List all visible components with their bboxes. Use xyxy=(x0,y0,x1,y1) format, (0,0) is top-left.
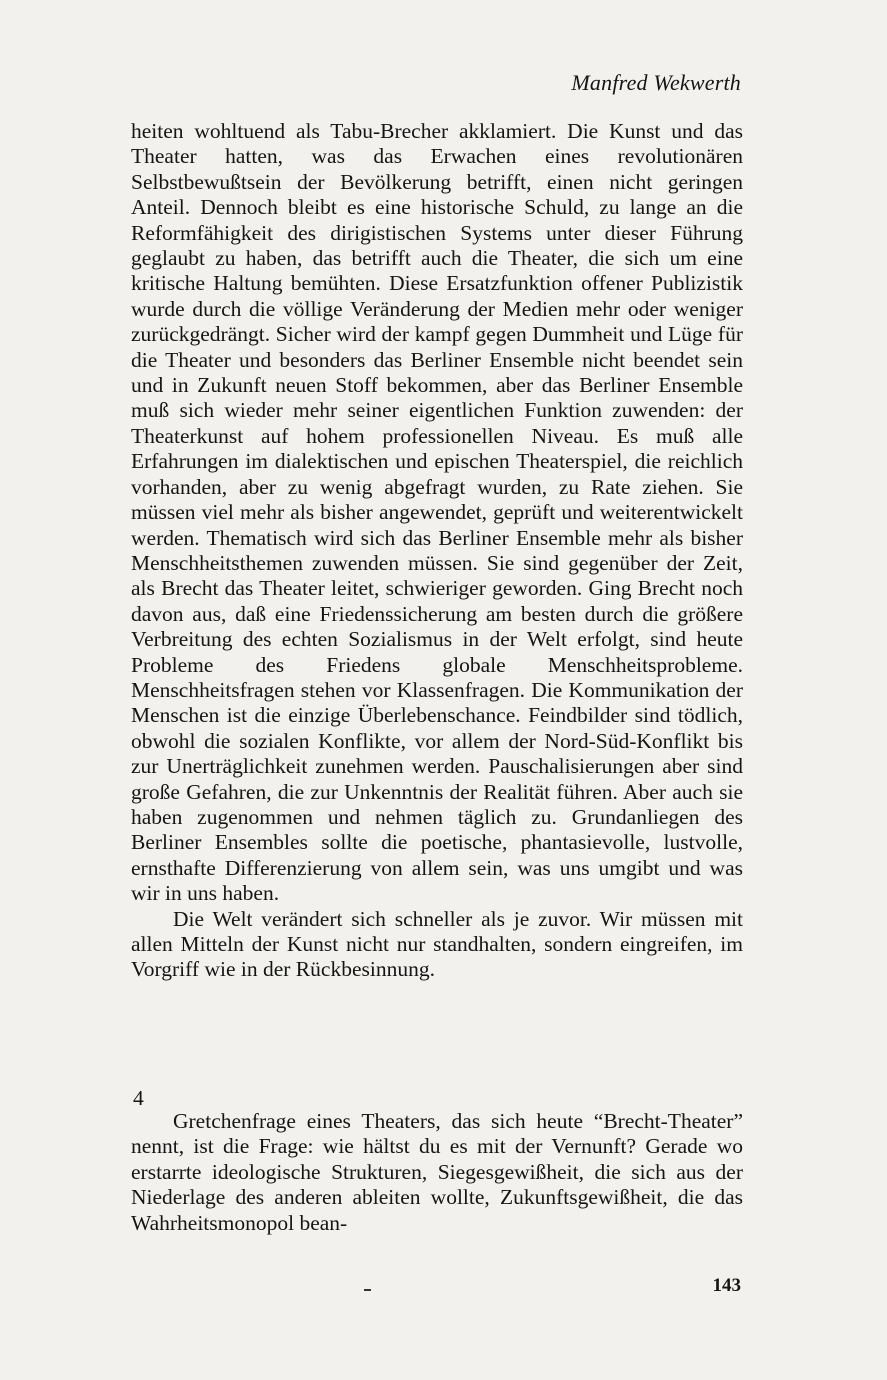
section-text xyxy=(131,1109,743,1236)
body-text xyxy=(131,119,743,983)
section-number: 4 xyxy=(133,1086,144,1110)
paragraph: heiten wohltuend als Tabu-Brecher akklamiert. Die Kunst und das Theater hatten, was das Erwachen eines revolutionären Selbstbewußtsein der Bevölkerung betrifft, einen nicht geringen Anteil. Dennoch bleibt es eine historische Schuld, zu lange an die Reformfähigkeit des dirigistischen Systems unter dieser Führung geglaubt zu haben, das betrifft auch die Theater, die sich um eine kritische Haltung bemühten. Diese Ersatzfunktion offener Publizistik wurde durch die völlige Veränderung der Medien mehr oder weniger zurückgedrängt. Sicher wird der kampf gegen Dummheit und Lüge für die Theater und besonders das Berliner Ensemble nicht beendet sein und in Zukunft neuen Stoff bekommen, aber das Berliner Ensemble muß sich wieder mehr seiner eigentlichen Funktion zuwenden: der Theaterkunst auf hohem professionellen Niveau. Es muß alle Erfahrungen im dialektischen und epischen Theaterspiel, die reichlich vorhanden, aber zu wenig abgefragt wurden, zu Rate ziehen. Sie müssen viel mehr als bisher angewendet, geprüft und weiterentwickelt werden. Thematisch wird sich das Berliner Ensemble mehr als bisher Menschheitsthemen zuwenden müssen. Sie sind gegenüber der Zeit, als Brecht das Theater leitet, schwieriger geworden. Ging Brecht noch davon aus, daß eine Friedenssicherung am besten durch die größere Verbreitung des echten Sozialismus in der Welt erfolgt, sind heute Probleme des Friedens globale Menschheitsprobleme. Menschheitsfragen stehen vor Klassenfragen. Die Kommunikation der Menschen ist die einzige Überlebenschance. Feindbilder sind tödlich, obwohl die sozialen Konflikte, vor allem der Nord-Süd-Konflikt bis zur Unerträglichkeit zunehmen werden. Pauschalisierungen aber sind große Gefahren, die zur Unkenntnis der Realität führen. Aber auch sie haben zugenommen und nehmen täglich zu. Grundanliegen des Berliner Ensembles sollte die poetische, phantasievolle, lustvolle, ernsthafte Differenzierung von allem sein, was uns umgibt und was wir in uns haben. xyxy=(131,119,743,906)
running-head: Manfred Wekwerth xyxy=(571,70,741,95)
paragraph: Gretchenfrage eines Theaters, das sich heute “Brecht-Theater” nennt, ist die Frage: wie hältst du es mit der Vernunft? Gerade wo erstarrte ideologische Strukturen, Siegesgewißheit, die sich aus der Niederlage des anderen ableiten wollte, Zukunftsgewißheit, die das Wahrheitsmonopol bean- xyxy=(131,1109,743,1235)
paragraph: Die Welt verändert sich schneller als je zuvor. Wir müssen mit allen Mitteln der Kunst nicht nur standhalten, sondern eingreifen, im Vorgriff wie in der Rückbesinnung. xyxy=(131,906,743,982)
print-mark xyxy=(364,1289,371,1291)
page-number: 143 xyxy=(712,1275,741,1296)
